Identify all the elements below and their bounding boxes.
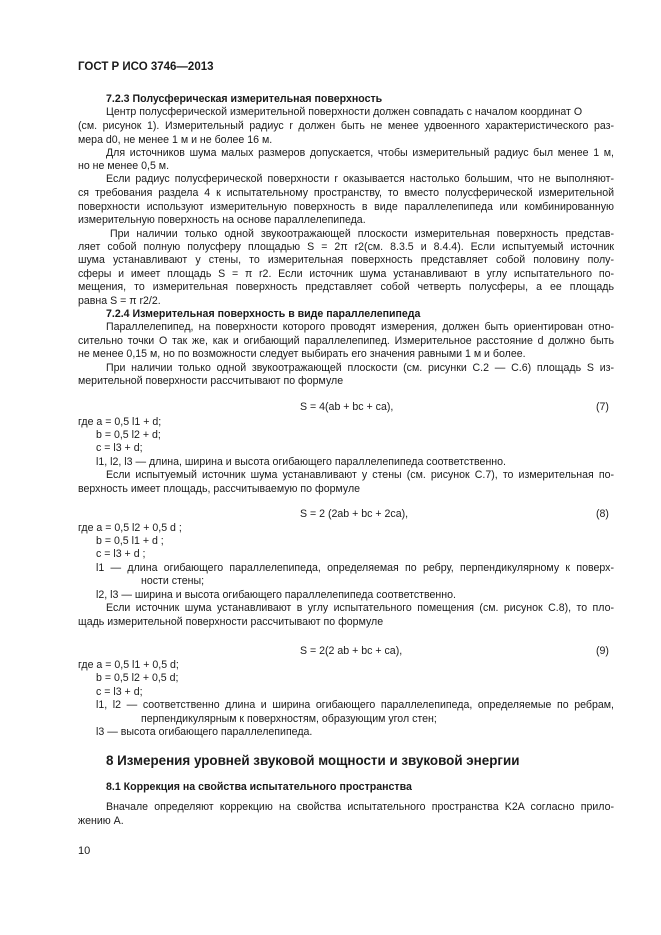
definition-line: l3 — высота огибающего параллелепипеда. <box>96 726 313 738</box>
section-heading-7-2-4: 7.2.4 Измерительная поверхность в виде параллелепипеда <box>106 308 421 320</box>
definition-line: l1 — длина огибающего параллелепипеда, определяемая по ребру, перпендикулярному к поверх- <box>96 562 614 574</box>
page-number: 10 <box>78 845 91 857</box>
text-line: ся требования раздела 4 к испытательному пространству, то вместо полусферической измерительной <box>78 187 614 199</box>
definition-line: b = 0,5 l2 + 0,5 d; <box>96 672 179 684</box>
definition-line: b = 0,5 l1 + d ; <box>96 535 164 547</box>
text-line: не менее 0,15 м, но по возможности следует выбирать его значения равными 1 м и более. <box>78 348 526 360</box>
formula-9: S = 2(2 ab + bc + ca), <box>300 645 403 657</box>
text-line: ляет собой полную полусферу площадью S = 2π r2(см. 8.3.5 и 8.4.4). Если испытуемый источник <box>78 241 614 253</box>
section-heading-7-2-3: 7.2.3 Полусферическая измерительная поверхность <box>106 93 383 105</box>
text-line: равна S = π r2/2. <box>78 295 161 307</box>
text-line: сительно точки О так же, как и огибающий параллелепипед. Измерительное расстояние d должно быть <box>78 335 614 347</box>
section-heading-8: 8 Измерения уровней звуковой мощности и звуковой энергии <box>106 753 520 768</box>
text-line: жению А. <box>78 815 124 827</box>
formula-number: (9) <box>596 645 609 657</box>
text-line: поверхности используют измерительную поверхность в виде параллелепипеда или комбинированную <box>78 201 614 213</box>
text-line: мера d0, не менее 1 м и не более 16 м. <box>78 134 273 146</box>
definition-line: l1, l2 — соответственно длина и ширина огибающего параллелепипеда, определяемые по ребрам, <box>96 699 614 711</box>
text-line: измерительную поверхность на основе параллелепипеда. <box>78 214 366 226</box>
text-line: Если источник шума устанавливают в углу испытательного помещения (см. рисунок С.8), то пло- <box>106 602 614 614</box>
text-line: Если испытуемый источник шума устанавливают у стены (см. рисунок С.7), то измерительная по- <box>106 469 614 481</box>
text-line: При наличии только одной звукоотражающей плоскости измерительная поверхность представ- <box>110 228 614 240</box>
text-line: Параллелепипед, на поверхности которого проводят измерения, должен быть ориентирован отно- <box>106 321 614 333</box>
definition-line: c = l3 + d; <box>96 442 143 454</box>
text-line: мерительной поверхности рассчитывают по формуле <box>78 375 344 387</box>
definition-line: c = l3 + d ; <box>96 548 146 560</box>
text-line: шума устанавливают у стены, то измерительная поверхность представляет собой половину полу- <box>78 254 614 266</box>
definition-line: l2, l3 — ширина и высота огибающего параллелепипеда соответственно. <box>96 589 456 601</box>
text-line: сферы и имеет площадь S = π r2. Если источник шума устанавливают в углу испытательного по- <box>78 268 614 280</box>
definition-line: где a = 0,5 l1 + 0,5 d; <box>78 659 179 671</box>
formula-7: S = 4(ab + bc + ca), <box>300 401 394 413</box>
formula-number: (8) <box>596 508 609 520</box>
text-line: (см. рисунок 1). Измерительный радиус r должен быть не менее удвоенного характеристического раз- <box>78 120 614 132</box>
document-header: ГОСТ Р ИСО 3746—2013 <box>78 61 214 73</box>
text-line: верхность имеет площадь, рассчитываемую по формуле <box>78 483 361 495</box>
definition-line: где a = 0,5 l1 + d; <box>78 416 162 428</box>
text-line: Для источников шума малых размеров допускается, чтобы измерительный радиус был менее 1 м, <box>106 147 614 159</box>
definition-line: b = 0,5 l2 + d; <box>96 429 161 441</box>
text-line: Если радиус полусферической поверхности r оказывается настолько большим, что не выполняют- <box>106 173 614 185</box>
definition-line: ности стены; <box>141 575 205 587</box>
text-line: При наличии только одной звукоотражающей плоскости (см. рисунки С.2 — С.6) площадь S из- <box>106 362 614 374</box>
text-line: Вначале определяют коррекцию на свойства испытательного пространства K2A согласно прило- <box>106 801 614 813</box>
text-line: Центр полусферической измерительной поверхности должен совпадать с началом координат О <box>106 106 583 118</box>
definition-line: где a = 0,5 l2 + 0,5 d ; <box>78 522 182 534</box>
section-heading-8-1: 8.1 Коррекция на свойства испытательного пространства <box>106 781 412 793</box>
text-line: но не менее 0,5 м. <box>78 160 170 172</box>
definition-line: c = l3 + d; <box>96 686 143 698</box>
definition-line: l1, l2, l3 — длина, ширина и высота огибающего параллелепипеда соответственно. <box>96 456 506 468</box>
definition-line: перпендикулярным к поверхностям, образующим угол стен; <box>141 713 437 725</box>
text-line: мещения, то измерительная поверхность представляет собой четверть полусферы, а ее площадь <box>78 281 614 293</box>
formula-8: S = 2 (2ab + bc + 2ca), <box>300 508 409 520</box>
formula-number: (7) <box>596 401 609 413</box>
text-line: щадь измерительной поверхности рассчитывают по формуле <box>78 616 384 628</box>
